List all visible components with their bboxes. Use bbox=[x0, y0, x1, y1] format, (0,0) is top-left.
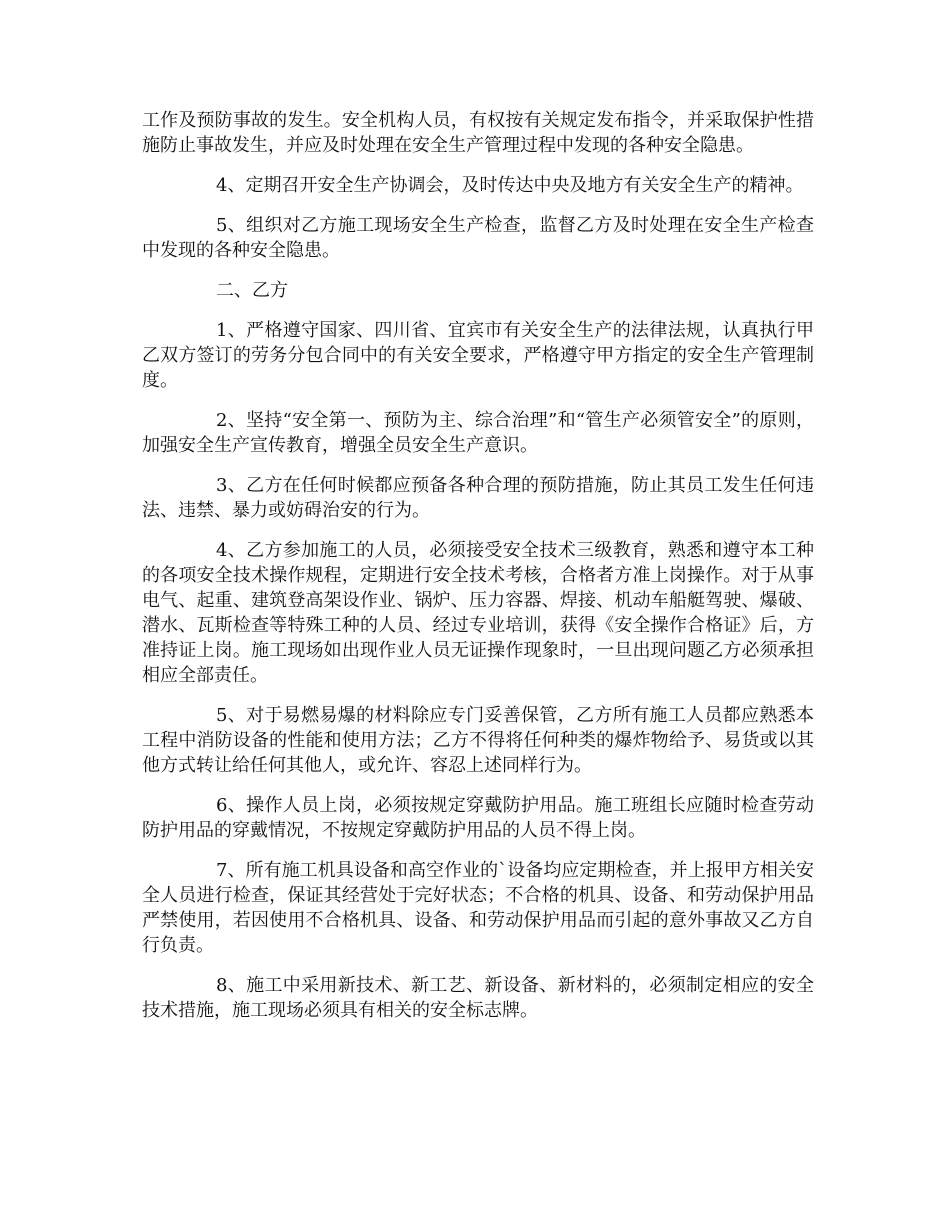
section-heading-party-b: 二、乙方 bbox=[216, 280, 288, 301]
paragraph-item-6-party-b: 6、操作人员上岗，必须按规定穿戴防护用品。施工班组长应随时检查劳动防护用品的穿戴情况，不按规定穿戴防护用品的人员不得上岗。 bbox=[142, 795, 814, 841]
paragraph-item-2-party-b: 2、坚持“安全第一、预防为主、综合治理”和“管生产必须管安全”的原则，加强安全生产宣传教育，增强全员安全生产意识。 bbox=[142, 410, 814, 456]
document-body bbox=[142, 108, 814, 1038]
paragraph-item-4-party-b: 4、乙方参加施工的人员，必须接受安全技术三级教育，熟悉和遵守本工种的各项安全技术操作规程，定期进行安全技术考核，合格者方准上岗操作。对于从事电气、起重、建筑登高架设作业、锅炉、压力容器、焊接、机动车船艇驾驶、爆破、潜水、瓦斯检查等特殊工种的人员、经过专业培训，获得《安全操作合格证》后，方准持证上岗。施工现场如出现作业人员无证操作现象时，一旦出现问题乙方必须承担相应全部责任。 bbox=[142, 540, 814, 686]
paragraph-item-5-party-b: 5、对于易燃易爆的材料除应专门妥善保管，乙方所有施工人员都应熟悉本工程中消防设备的性能和使用方法；乙方不得将任何种类的爆炸物给予、易货或以其他方式转让给任何其他人，或允许、容忍上述同样行为。 bbox=[142, 705, 814, 776]
paragraph-item-5-party-a: 5、组织对乙方施工现场安全生产检查，监督乙方及时处理在安全生产检查中发现的各种安全隐患。 bbox=[142, 215, 814, 261]
paragraph-item-1-party-b: 1、严格遵守国家、四川省、宜宾市有关安全生产的法律法规，认真执行甲乙双方签订的劳务分包合同中的有关安全要求，严格遵守甲方指定的安全生产管理制度。 bbox=[142, 320, 814, 391]
paragraph-item-7-party-b: 7、所有施工机具设备和高空作业的`设备均应定期检查，并上报甲方相关安全人员进行检查，保证其经营处于完好状态；不合格的机具、设备、和劳动保护用品严禁使用，若因使用不合格机具、设备、和劳动保护用品而引起的意外事故又乙方自行负责。 bbox=[142, 860, 814, 956]
paragraph-item-8-party-b: 8、施工中采用新技术、新工艺、新设备、新材料的，必须制定相应的安全技术措施，施工现场必须具有相关的安全标志牌。 bbox=[142, 975, 814, 1021]
paragraph-item-4-party-a: 4、定期召开安全生产协调会，及时传达中央及地方有关安全生产的精神。 bbox=[216, 175, 804, 196]
paragraph-item-3-party-b: 3、乙方在任何时候都应预备各种合理的预防措施，防止其员工发生任何违法、违禁、暴力或妨碍治安的行为。 bbox=[142, 475, 814, 521]
paragraph-continuation: 工作及预防事故的发生。安全机构人员，有权按有关规定发布指令，并采取保护性措施防止事故发生，并应及时处理在安全生产管理过程中发现的各种安全隐患。 bbox=[142, 110, 814, 156]
